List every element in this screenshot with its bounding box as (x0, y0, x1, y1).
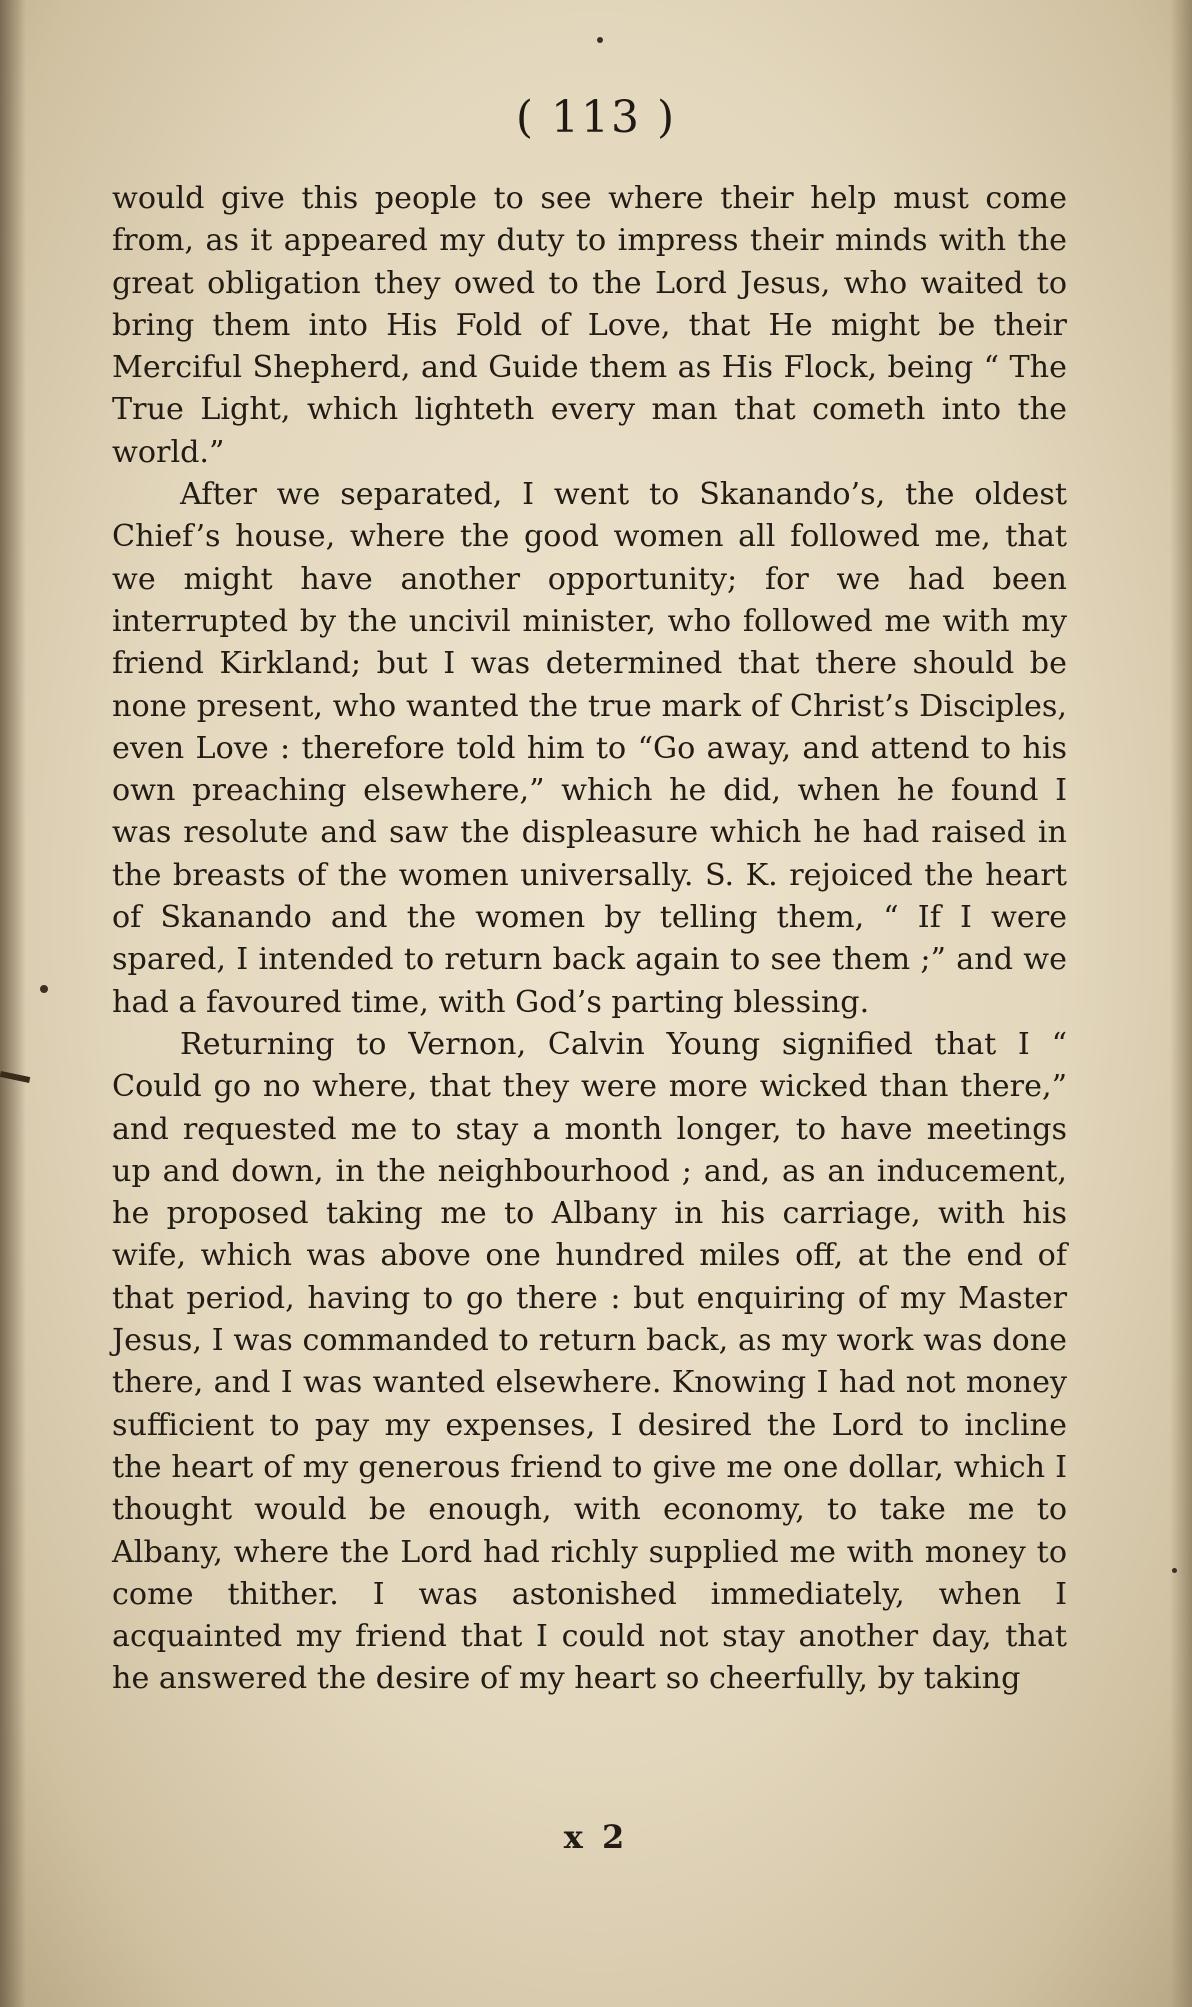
paper-speck (1172, 1568, 1177, 1573)
paper-speck (597, 37, 603, 43)
body-text (112, 178, 1067, 1701)
page-left-edge-shadow (0, 0, 26, 2007)
paragraph: Returning to Vernon, Calvin Young signified that I “ Could go no where, that they were more wicked than there,” and requested me to stay a month longer, to have meetings up and down, in the neighbourhood ; and, as an inducement, he proposed taking me to Albany in his carriage, with his wife, which was above one hundred miles off, at the end of that period, having to go there : but enquiring of my Master Jesus, I was commanded to return back, as my work was done there, and I was wanted elsewhere. Knowing I had not money sufficient to pay my expenses, I desired the Lord to incline the heart of my generous friend to give me one dollar, which I thought would be enough, with economy, to take me to Albany, where the Lord had richly supplied me with money to come thither. I was astonished immediately, when I acquainted my friend that I could not stay another day, that he answered the desire of my heart so cheerfully, by taking (112, 1026, 1067, 1697)
page-right-edge-shadow (1170, 0, 1192, 2007)
page-number: ( 113 ) (515, 92, 677, 143)
paragraph: would give this people to see where their help must come from, as it appeared my duty to impress their minds with the great obligation they owed to the Lord Jesus, who waited to bring them into His Fold of Love, that He might be their Merciful Shepherd, and Guide them as His Flock, being “ The True Light, which lighteth every man that cometh into the world.” (112, 181, 1067, 470)
paragraph: After we separated, I went to Skanando’s, the oldest Chief’s house, where the good women all followed me, that we might have another opportunity; for we had been interrupted by the uncivil minister, who followed me with my friend Kirkland; but I was determined that there should be none present, who wanted the true mark of Christ’s Disciples, even Love : therefore told him to “Go away, and attend to his own preaching elsewhere,” which he did, when he found I was resolute and saw the displeasure which he had raised in the breasts of the women universally. S. K. rejoiced the heart of Skanando and the women by telling them, “ If I were spared, I intended to return back again to see them ;” and we had a favoured time, with God’s parting blessing. (112, 477, 1067, 1020)
signature-mark: x 2 (563, 1818, 629, 1856)
paper-speck (40, 985, 48, 993)
